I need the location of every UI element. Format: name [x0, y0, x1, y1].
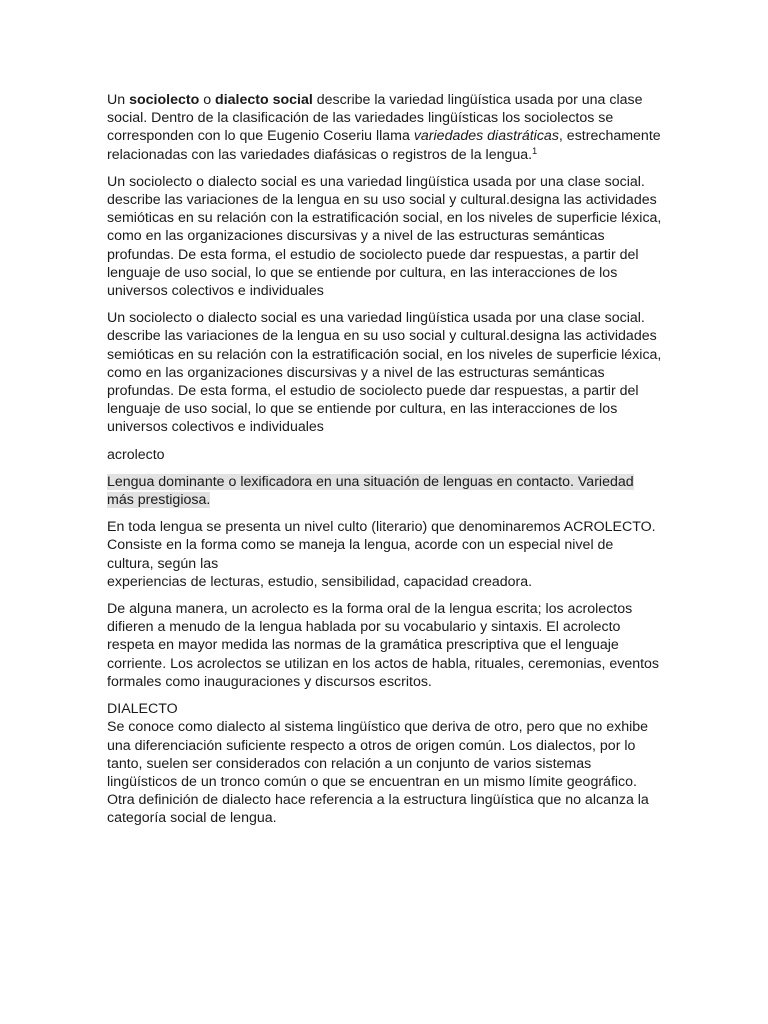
intro-text-lead: Un: [107, 92, 130, 108]
term-sociolecto: sociolecto: [129, 92, 200, 108]
acrolect-p1-line1: En toda lengua se presenta un nivel culto (literario) que denominaremos ACROLECTO.: [107, 519, 656, 536]
intro-text-end: , estrechamente relacionadas con las variedades diafásicas o registros de la lengua.: [107, 128, 661, 163]
dialect-section: [107, 700, 663, 827]
acrolect-definition: [107, 473, 663, 509]
intro-text-o: o: [199, 92, 216, 108]
intro-paragraph: [107, 91, 663, 164]
intro-text-mid: describe la variedad lingüística usada por una clase social. Dentro de la clasificación de las variedades lingüísticas los sociolectos se corresponden con lo que Eugenio Coseriu llama: [107, 92, 643, 145]
dialect-body: Se conoce como dialecto al sistema lingüístico que deriva de otro, pero que no exhibe una diferenciación suficiente respecto a otros de origen común. Los dialectos, por lo tanto, suelen ser considerados con relación a un conjunto de varios sistemas lingüísticos de un tronco común o que se encuentran en un mismo límite geográfico. Otra definición de dialecto hace referencia a la estructura lingüística que no alcanza la categoría social de lengua.: [107, 719, 649, 827]
dialect-heading: DIALECTO: [107, 701, 178, 718]
sociolect-paragraph-1: Un sociolecto o dialecto social es una variedad lingüística usada por una clase social. describe las variaciones de la lengua en su uso social y cultural.designa las actividades semióticas en su relación con la estratificación social, en los niveles de superficie léxica, como en las organizaciones discursivas y a nivel de las estructuras semánticas profundas. De esta forma, el estudio de sociolecto puede dar respuestas, a partir del lenguaje de uso social, lo que se entiende por cultura, en las interacciones de los universos colectivos e individuales: [107, 173, 662, 300]
footnote-marker: 1: [532, 145, 538, 156]
acrolect-paragraph-1: [107, 518, 663, 591]
term-variedades-diastraticas: variedades diastráticas: [413, 128, 559, 145]
acrolect-p1-line3: experiencias de lecturas, estudio, sensibilidad, capacidad creadora.: [107, 573, 533, 590]
acrolect-p1-line2: Consiste en la forma como se maneja la lengua, acorde con un especial nivel de cultura, según las: [107, 537, 614, 572]
term-dialecto-social: dialecto social: [215, 92, 313, 108]
document-body: [107, 91, 663, 837]
acrolect-definition-highlight: Lengua dominante o lexificadora en una situación de lenguas en contacto. Variedad más prestigiosa.: [107, 473, 634, 509]
acrolect-heading: acrolecto: [107, 446, 165, 463]
acrolect-paragraph-2: De alguna manera, un acrolecto es la forma oral de la lengua escrita; los acrolectos difieren a menudo de la lengua hablada por su vocabulario y sintaxis. El acrolecto respeta en mayor medida las normas de la gramática prescriptiva que el lenguaje corriente. Los acrolectos se utilizan en los actos de habla, rituales, ceremonias, eventos formales como inauguraciones y discursos escritos.: [107, 601, 660, 690]
sociolect-paragraph-2: Un sociolecto o dialecto social es una variedad lingüística usada por una clase social. describe las variaciones de la lengua en su uso social y cultural.designa las actividades semióticas en su relación con la estratificación social, en los niveles de superficie léxica, como en las organizaciones discursivas y a nivel de las estructuras semánticas profundas. De esta forma, el estudio de sociolecto puede dar respuestas, a partir del lenguaje de uso social, lo que se entiende por cultura, en las interacciones de los universos colectivos e individuales: [107, 310, 662, 436]
